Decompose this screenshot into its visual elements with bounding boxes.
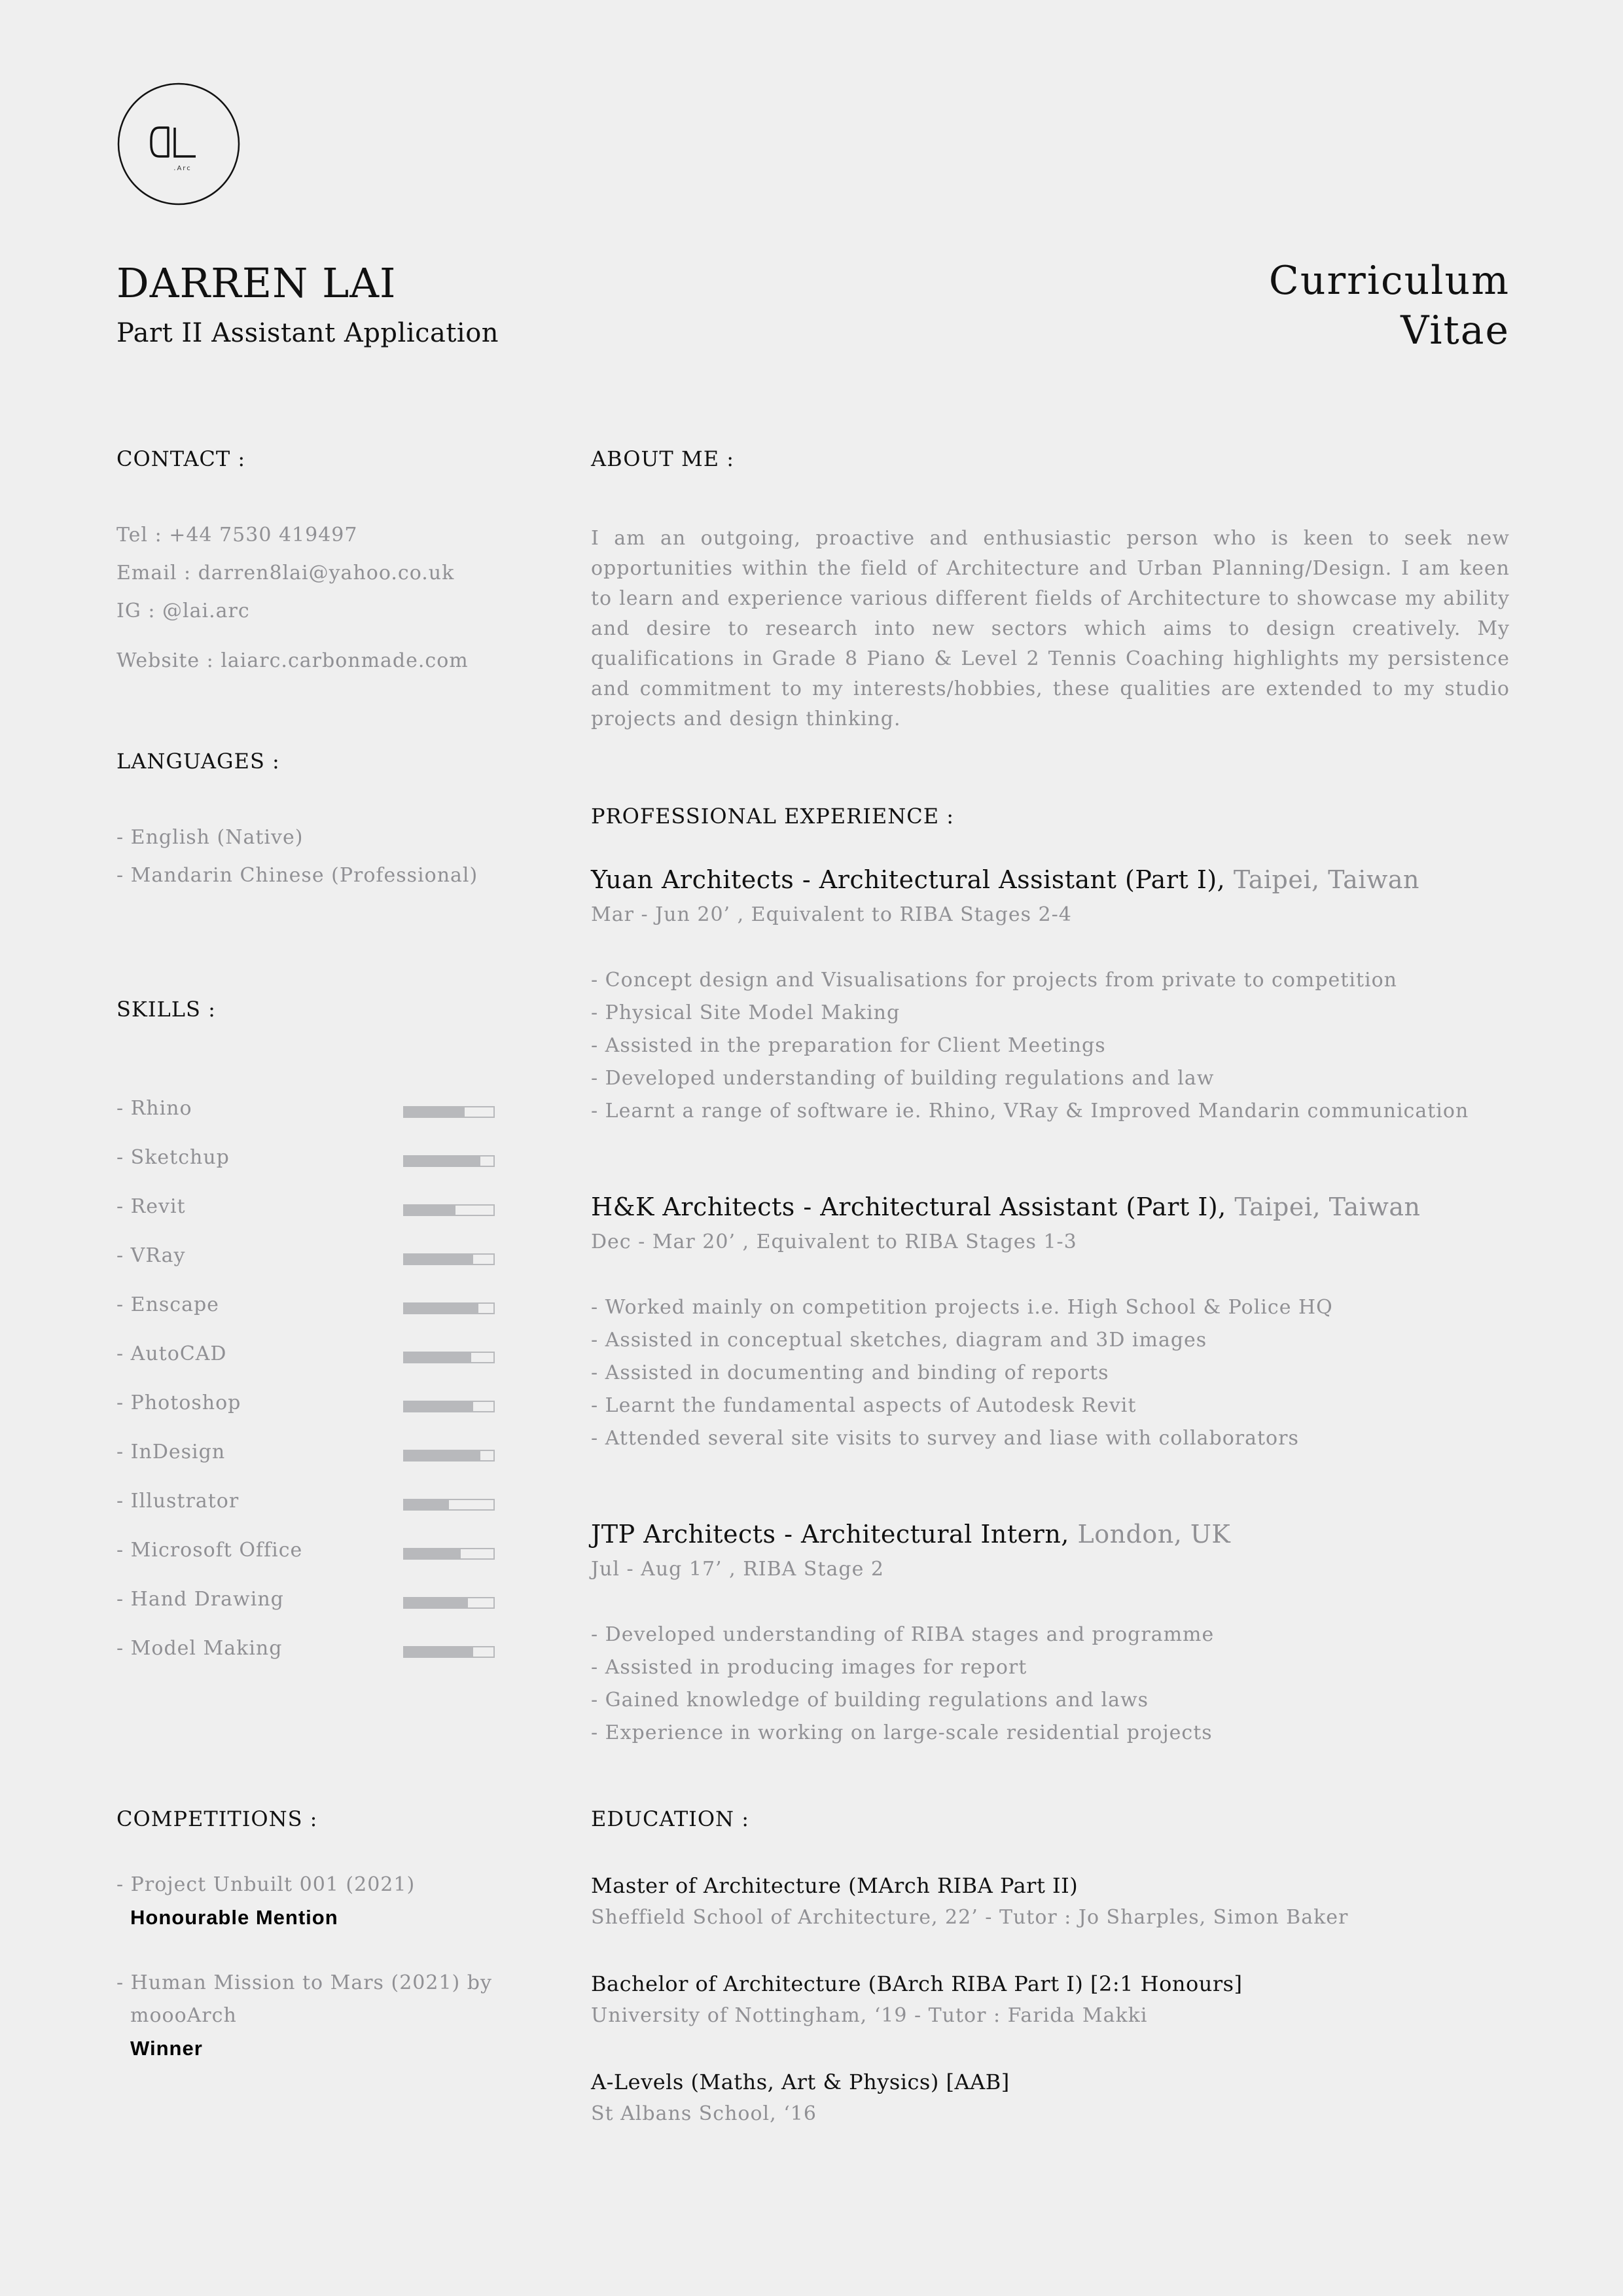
logo-monogram [117, 82, 240, 206]
skill-label: - Illustrator [116, 1490, 240, 1513]
education-detail: Sheffield School of Architecture, 22’ - Tutor : Jo Sharples, Simon Baker [591, 1906, 1349, 1929]
contact-tel: Tel : +44 7530 419497 [116, 524, 358, 547]
job-role: Yuan Architects - Architectural Assistant (Part I), [591, 865, 1226, 894]
job-bullet: - Assisted in documenting and binding of reports [591, 1361, 1109, 1384]
document-title-line2: Vitae [1400, 308, 1510, 353]
contact-instagram[interactable]: IG : @lai.arc [116, 600, 250, 622]
job-bullet: - Assisted in conceptual sketches, diagram and 3D images [591, 1329, 1207, 1352]
document-title-line1: Curriculum [1268, 258, 1510, 304]
skill-level-fill [404, 1107, 465, 1117]
job-bullet: - Experience in working on large-scale residential projects [591, 1721, 1213, 1744]
job-role: JTP Architects - Architectural Intern, [591, 1520, 1069, 1549]
education-detail: St Albans School, ‘16 [591, 2102, 817, 2125]
skill-label: - Photoshop [116, 1391, 241, 1414]
skill-level-bar [403, 1302, 495, 1314]
skill-row [116, 1391, 496, 1418]
job-bullet: - Assisted in the preparation for Client Meetings [591, 1034, 1106, 1057]
language-item: - Mandarin Chinese (Professional) [116, 864, 478, 887]
skill-level-fill [404, 1157, 480, 1166]
job-location: London, UK [1069, 1520, 1231, 1549]
job-bullet: - Physical Site Model Making [591, 1001, 901, 1024]
skill-level-fill [404, 1402, 473, 1411]
experience-section-title: PROFESSIONAL EXPERIENCE : [591, 804, 955, 829]
skill-level-bar [403, 1450, 495, 1462]
logo-tagline: .Arc [173, 165, 192, 172]
about-paragraph: I am an outgoing, proactive and enthusiastic person who is keen to seek new opportunities within the field of Architecture and Urban Planning/Design. I am keen to learn and experience various different fields of Architecture to showcase my ability and desire to research into new sectors which aims to design creatively. My qualifications in Grade 8 Piano & Level 2 Tennis Coaching highlights my persistence and commitment to my interests/hobbies, these qualities are extended to my studio projects and design thinking. [591, 527, 1510, 730]
job-bullet: - Attended several site visits to survey and liase with collaborators [591, 1427, 1299, 1450]
skill-level-bar [403, 1155, 495, 1167]
skill-level-fill [404, 1451, 480, 1460]
contact-website[interactable]: Website : laiarc.carbonmade.com [116, 649, 469, 672]
skill-level-fill [404, 1549, 461, 1558]
contact-section-title: CONTACT : [116, 446, 246, 471]
skill-level-bar [403, 1646, 495, 1658]
competition-award: Winner [130, 2037, 203, 2060]
skill-row [116, 1195, 496, 1221]
job-date: Mar - Jun 20’ , Equivalent to RIBA Stages 2-4 [591, 903, 1072, 926]
skills-section-title: SKILLS : [116, 997, 216, 1022]
skill-level-fill [404, 1353, 471, 1362]
skill-row [116, 1244, 496, 1270]
skill-level-fill [404, 1500, 449, 1509]
skill-level-fill [404, 1206, 455, 1215]
job-role: H&K Architects - Architectural Assistant (Part I), [591, 1193, 1226, 1221]
job-bullet: - Worked mainly on competition projects i.e. High School & Police HQ [591, 1296, 1333, 1319]
competition-name: - Project Unbuilt 001 (2021) [116, 1873, 416, 1896]
languages-section-title: LANGUAGES : [116, 749, 280, 774]
competitions-section-title: COMPETITIONS : [116, 1806, 318, 1831]
education-detail: University of Nottingham, ‘19 - Tutor : Farida Makki [591, 2004, 1148, 2027]
job-bullet: - Concept design and Visualisations for projects from private to competition [591, 969, 1397, 992]
job-bullet: - Developed understanding of RIBA stages and programme [591, 1623, 1215, 1646]
job-title [591, 1193, 1421, 1221]
skill-level-bar [403, 1106, 495, 1118]
skill-label: - Enscape [116, 1293, 219, 1316]
skill-level-fill [404, 1647, 473, 1657]
competition-name-cont: moooArch [130, 2004, 237, 2027]
education-section-title: EDUCATION : [591, 1806, 749, 1831]
skill-label: - InDesign [116, 1441, 226, 1463]
job-bullet: - Developed understanding of building regulations and law [591, 1067, 1215, 1090]
about-section-title: ABOUT ME : [591, 446, 735, 471]
skill-label: - Model Making [116, 1637, 283, 1660]
job-date: Dec - Mar 20’ , Equivalent to RIBA Stages 1-3 [591, 1230, 1077, 1253]
skill-label: - Microsoft Office [116, 1539, 303, 1562]
job-bullet: - Gained knowledge of building regulations and laws [591, 1689, 1149, 1712]
job-bullet: - Learnt a range of software ie. Rhino, VRay & Improved Mandarin communication [591, 1100, 1469, 1122]
skill-label: - Hand Drawing [116, 1588, 284, 1611]
job-title [591, 865, 1419, 894]
job-bullet: - Learnt the fundamental aspects of Autodesk Revit [591, 1394, 1137, 1417]
skill-label: - Rhino [116, 1097, 192, 1120]
skill-level-bar [403, 1352, 495, 1363]
skill-level-bar [403, 1204, 495, 1216]
skill-level-bar [403, 1253, 495, 1265]
skill-level-fill [404, 1255, 473, 1264]
skill-row [116, 1293, 496, 1319]
skill-level-fill [404, 1598, 468, 1607]
language-item: - English (Native) [116, 826, 304, 849]
skill-level-bar [403, 1499, 495, 1511]
job-date: Jul - Aug 17’ , RIBA Stage 2 [591, 1558, 884, 1581]
skill-level-bar [403, 1597, 495, 1609]
skill-row [116, 1588, 496, 1614]
skill-level-fill [404, 1304, 478, 1313]
job-bullet: - Assisted in producing images for report [591, 1656, 1027, 1679]
skill-label: - Sketchup [116, 1146, 230, 1169]
competition-name: - Human Mission to Mars (2021) by [116, 1971, 492, 1994]
skill-label: - Revit [116, 1195, 186, 1218]
skill-row [116, 1441, 496, 1467]
education-degree: Master of Architecture (MArch RIBA Part II) [591, 1873, 1079, 1898]
skill-row [116, 1146, 496, 1172]
skill-label: - AutoCAD [116, 1342, 227, 1365]
skill-level-bar [403, 1548, 495, 1560]
job-location: Taipei, Taiwan [1225, 865, 1420, 894]
skill-row [116, 1097, 496, 1123]
skill-level-bar [403, 1401, 495, 1412]
skill-row [116, 1342, 496, 1369]
education-degree: Bachelor of Architecture (BArch RIBA Part I) [2:1 Honours] [591, 1971, 1243, 1996]
skill-row [116, 1539, 496, 1565]
education-degree: A-Levels (Maths, Art & Physics) [AAB] [591, 2070, 1010, 2094]
job-location: Taipei, Taiwan [1226, 1193, 1421, 1221]
application-subtitle: Part II Assistant Application [116, 318, 499, 348]
candidate-name: DARREN LAI [116, 259, 397, 307]
competition-award: Honourable Mention [130, 1906, 338, 1929]
contact-email[interactable]: Email : darren8lai@yahoo.co.uk [116, 562, 455, 584]
job-title [591, 1520, 1230, 1549]
skill-row [116, 1637, 496, 1663]
skill-row [116, 1490, 496, 1516]
skill-label: - VRay [116, 1244, 186, 1267]
